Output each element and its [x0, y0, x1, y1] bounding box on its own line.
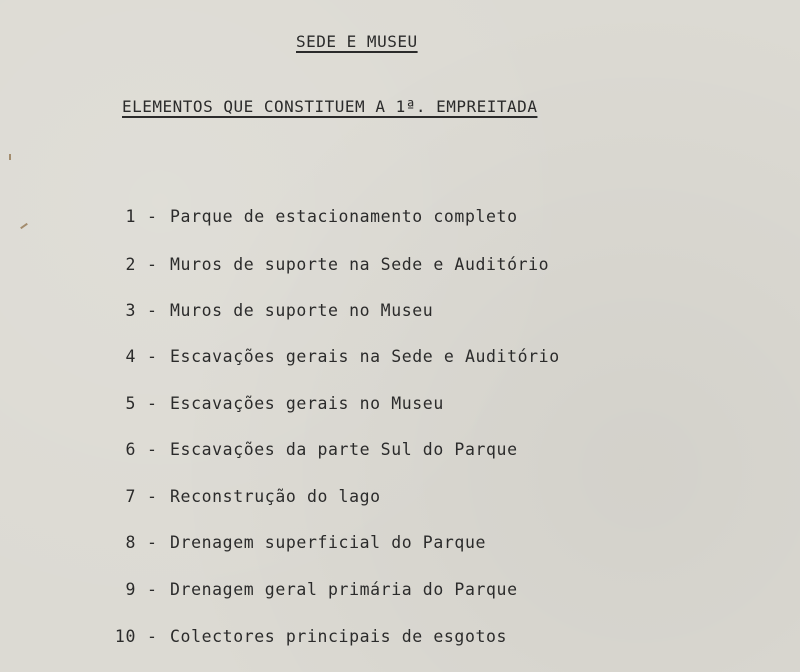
- item-text: Drenagem superficial do Parque: [170, 533, 487, 552]
- item-number: 4: [125, 347, 136, 366]
- item-dash: -: [147, 301, 158, 320]
- item-number: 1: [125, 207, 136, 226]
- item-text: Escavações da parte Sul do Parque: [170, 440, 518, 459]
- item-number: 3: [125, 301, 136, 320]
- item-text: Muros de suporte no Museu: [170, 301, 434, 320]
- item-number: 2: [125, 255, 136, 274]
- document-subtitle: ELEMENTOS QUE CONSTITUEM A 1ª. EMPREITADA: [122, 97, 538, 116]
- item-dash: -: [147, 627, 158, 646]
- item-text: Escavações gerais na Sede e Auditório: [170, 347, 560, 366]
- item-number: 8: [125, 533, 136, 552]
- item-dash: -: [147, 487, 158, 506]
- item-number: 6: [125, 440, 136, 459]
- document-title: SEDE E MUSEU: [296, 32, 418, 51]
- item-text: Reconstrução do lago: [170, 487, 381, 506]
- item-dash: -: [147, 580, 158, 599]
- item-number: 7: [125, 487, 136, 506]
- item-number: 9: [125, 580, 136, 599]
- item-dash: -: [147, 394, 158, 413]
- item-text: Muros de suporte na Sede e Auditório: [170, 255, 550, 274]
- item-dash: -: [147, 255, 158, 274]
- item-dash: -: [147, 533, 158, 552]
- item-dash: -: [147, 440, 158, 459]
- item-text: Drenagem geral primária do Parque: [170, 580, 518, 599]
- item-dash: -: [147, 347, 158, 366]
- item-number: 10: [114, 627, 136, 646]
- item-text: Colectores principais de esgotos: [170, 627, 508, 646]
- item-number: 5: [125, 394, 136, 413]
- item-dash: -: [147, 207, 158, 226]
- item-text: Parque de estacionamento completo: [170, 207, 518, 226]
- item-text: Escavações gerais no Museu: [170, 394, 444, 413]
